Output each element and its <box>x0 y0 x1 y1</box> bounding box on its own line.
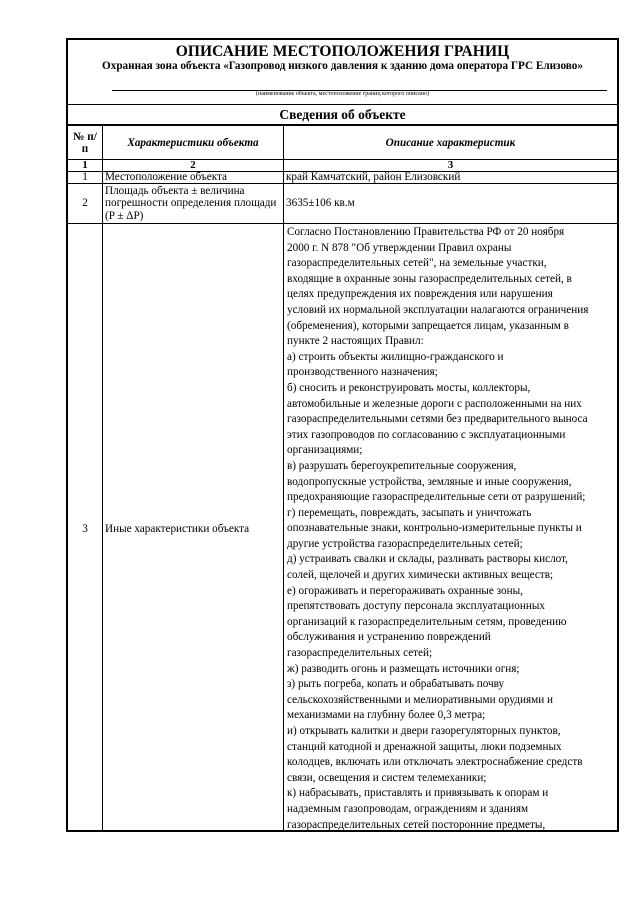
document-header <box>68 40 617 105</box>
description-line: ж) разводить огонь и размещать источники огня; <box>287 662 520 675</box>
column-number-row <box>68 160 617 172</box>
description-line: газораспределительными сетями без предварительного выноса <box>287 413 588 426</box>
description-line: и) открывать калитки и двери газорегуляторных пунктов, <box>287 725 561 737</box>
description-line: другие устройства газораспределительных сетей; <box>287 537 523 550</box>
description-line: е) огораживать и перегораживать охранные зоны, <box>287 584 523 597</box>
table-row <box>68 224 617 833</box>
description-line: Согласно Постановлению Правительства РФ от 20 ноября <box>287 226 565 238</box>
description-line: станций катодной и дренажной защиты, люки подземных <box>287 740 562 753</box>
row-characteristic: Местоположение объекта <box>103 172 284 184</box>
description-line: входящие в охранные зоны газораспределительных сетей, в <box>287 272 572 285</box>
header-characteristic: Характеристики объекта <box>103 126 284 160</box>
description-line: газораспределительных сетей посторонние предметы, <box>287 818 546 831</box>
document-frame <box>66 38 619 832</box>
description-line: пункте 2 настоящих Правил: <box>287 335 424 348</box>
description-line: 2000 г. N 878 "Об утверждении Правил охраны <box>287 241 512 254</box>
row-num: 3 <box>68 224 103 833</box>
table-header-row <box>68 126 617 160</box>
document-title: ОПИСАНИЕ МЕСТОПОЛОЖЕНИЯ ГРАНИЦ <box>175 43 510 60</box>
description-line: опознавательные знаки, контрольно-измерительные пункты и <box>287 522 582 535</box>
description-line: г) перемещать, повреждать, засыпать и уничтожать <box>287 506 532 519</box>
table-row <box>68 184 617 224</box>
description-line: условий их нормальной эксплуатации налагаются ограничения <box>287 303 589 316</box>
document-subtitle: Охранная зона объекта «Газопровод низкого давления к зданию дома оператора ГРС Елизово» <box>102 60 583 72</box>
description-line: д) устраивать свалки и склады, разливать растворы кислот, <box>287 553 568 566</box>
description-line: организаций к газораспределительным сетям, проведению <box>287 615 567 628</box>
row-description: 3635±106 кв.м <box>284 184 618 224</box>
description-line: з) рыть погреба, копать и обрабатывать почву <box>287 678 505 691</box>
row-characteristic: Иные характеристики объекта <box>103 224 284 833</box>
description-line: предохраняющие газораспределительные сети от разрушений; <box>287 491 586 504</box>
description-line: газораспределительных сетей; <box>287 647 433 660</box>
column-number: 1 <box>68 160 103 172</box>
column-number: 3 <box>284 160 618 172</box>
description-line: газораспределительных сетей", на земельные участки, <box>287 257 547 270</box>
description-line: связи, освещения и систем телемеханики; <box>287 771 487 784</box>
description-line: автомобильные и железные дороги с расположенными на них <box>287 397 582 410</box>
description-line: водопропускные устройства, земляные и иные сооружения, <box>287 475 572 488</box>
description-line: колодцев, включать или отключать электроснабжение средств <box>287 756 583 769</box>
header-num: № п/п <box>68 126 103 160</box>
column-number: 2 <box>103 160 284 172</box>
description-line: механизмами на глубину более 0,3 метра; <box>287 709 486 722</box>
description-text <box>287 225 614 832</box>
description-line: в) разрушать берегоукрепительные сооружения, <box>287 459 517 472</box>
description-line: организациями; <box>287 444 363 457</box>
row-num: 2 <box>68 184 103 224</box>
header-description: Описание характеристик <box>284 126 618 160</box>
description-line: препятствовать доступу персонала эксплуатационных <box>287 600 545 613</box>
description-line: целях предупреждения их повреждения или нарушения <box>287 288 553 301</box>
section-title: Сведения об объекте <box>68 105 617 125</box>
description-line: солей, щелочей и других химически активных веществ; <box>287 569 554 582</box>
row-num: 1 <box>68 172 103 184</box>
table-row <box>68 172 617 184</box>
description-line: б) сносить и реконструировать мосты, коллекторы, <box>287 381 531 394</box>
row-characteristic: Площадь объекта ± величина погрешности определения площади (P ± ΔP) <box>103 184 284 224</box>
description-line: надземным газопроводам, ограждениям и зданиям <box>287 802 529 815</box>
description-line: сельскохозяйственными и мелиоративными орудиями и <box>287 693 553 706</box>
row-description <box>284 224 618 833</box>
row-description: край Камчатский, район Елизовский <box>284 172 618 184</box>
description-line: а) строить объекты жилищно-гражданского и <box>287 350 504 363</box>
description-line: (обременения), которыми запрещается лицам, указанным в <box>287 319 569 332</box>
description-line: к) набрасывать, приставлять и привязывать к опорам и <box>287 787 549 800</box>
description-line: обслуживания и устранению повреждений <box>287 631 491 644</box>
object-info-table <box>68 125 617 832</box>
subtitle-note: (наименование объекта, местоположение границ которого описано) <box>256 91 429 97</box>
description-line: этих газопроводов по согласованию с эксплуатационными <box>287 428 566 441</box>
description-line: производственного назначения; <box>287 366 438 379</box>
